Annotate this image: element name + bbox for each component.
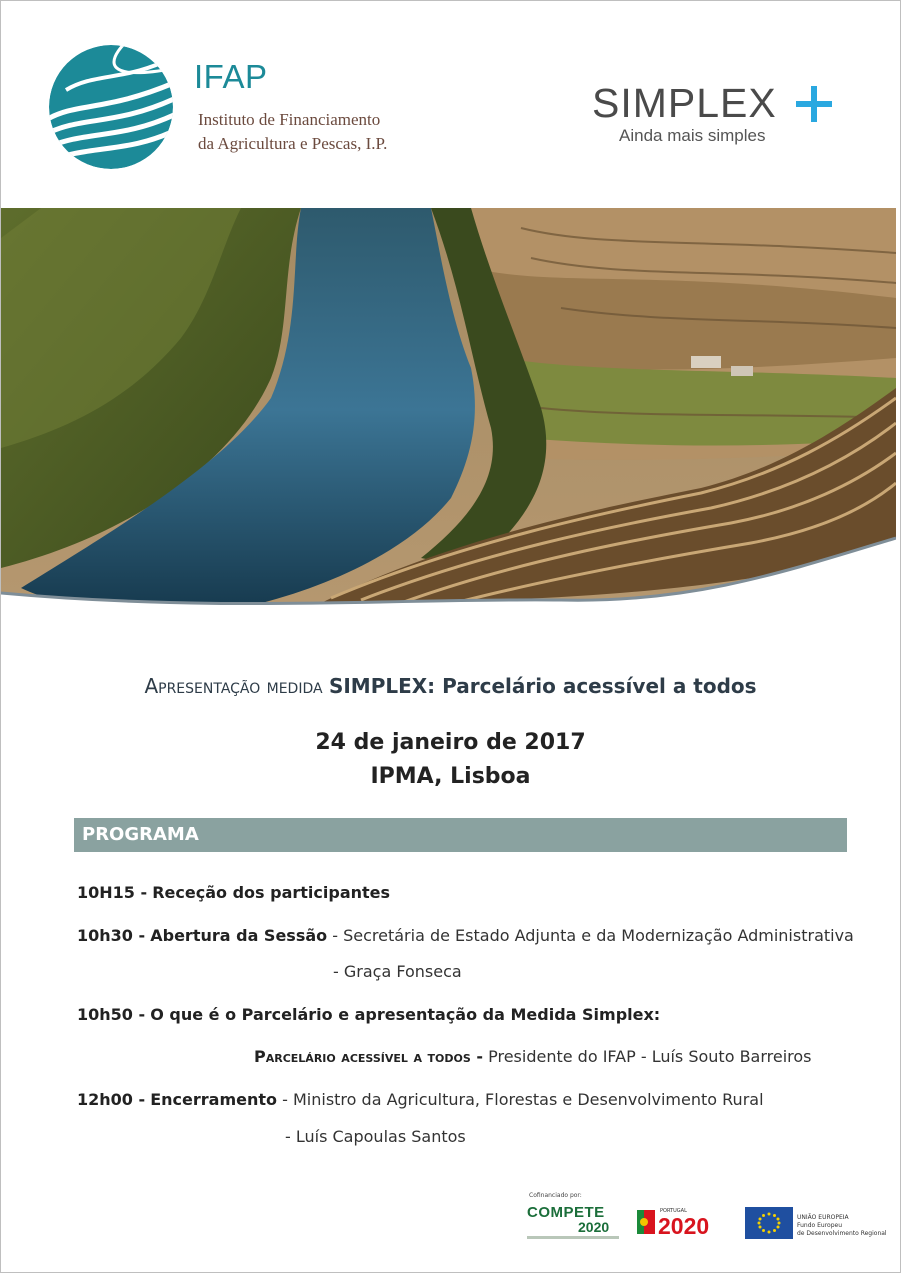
portugal-label: PORTUGAL	[660, 1208, 687, 1214]
program-item	[77, 926, 854, 945]
eu-line-1: UNIÃO EUROPEIA	[797, 1214, 849, 1221]
event-date: 24 de janeiro de 2017	[315, 730, 586, 755]
program-description: - Secretária de Estado Adjunta e da Modernização Administrativa	[332, 926, 854, 945]
ifap-logo-icon	[46, 42, 176, 172]
event-title-prefix: Apresentação medida	[144, 674, 323, 698]
program-description: - Ministro da Agricultura, Florestas e Desenvolvimento Rural	[282, 1090, 764, 1109]
program-title: Abertura da Sessão	[150, 926, 328, 945]
compete-fineprint-bar	[527, 1236, 619, 1239]
cofinanced-label: Cofinanciado por:	[529, 1192, 582, 1199]
hero-landscape-image	[1, 208, 896, 628]
compete-logo-text: COMPETE	[527, 1204, 605, 1221]
event-place: IPMA, Lisboa	[370, 764, 531, 789]
program-continuation: - Graça Fonseca	[333, 962, 462, 981]
program-item	[77, 883, 390, 902]
eu-fund-text	[797, 1214, 887, 1238]
simplex-tagline: Ainda mais simples	[619, 126, 766, 145]
portugal-year: 2020	[658, 1213, 710, 1239]
program-time: 10h50 -	[77, 1005, 146, 1024]
event-title-main: SIMPLEX: Parcelário acessível a todos	[328, 674, 757, 698]
program-item	[77, 1005, 660, 1024]
program-time: 10H15 -	[77, 883, 148, 902]
program-time: 12h00 -	[77, 1090, 146, 1109]
eu-line-3: de Desenvolvimento Regional	[797, 1230, 887, 1237]
portugal2020-flag-icon	[637, 1210, 655, 1234]
ifap-line-1: Instituto de Financiamento	[198, 110, 381, 129]
event-title	[0, 674, 901, 698]
ifap-fullname	[198, 108, 387, 156]
programa-heading: PROGRAMA	[82, 824, 199, 845]
eu-line-2: Fundo Europeu	[797, 1222, 843, 1229]
program-description: Presidente do IFAP - Luís Souto Barreiros	[488, 1047, 812, 1066]
ifap-line-2: da Agricultura e Pescas, I.P.	[198, 134, 388, 153]
ifap-name: IFAP	[194, 58, 268, 95]
eu-flag-icon	[745, 1207, 793, 1239]
program-title: O que é o Parcelário e apresentação da Medida Simplex:	[150, 1005, 661, 1024]
program-item	[77, 1090, 764, 1109]
program-title: Receção dos participantes	[152, 883, 391, 902]
program-continuation: - Luís Capoulas Santos	[285, 1127, 466, 1146]
program-title: Parcelário acessível a todos -	[254, 1047, 484, 1066]
simplex-logo-text: SIMPLEX	[592, 80, 777, 126]
programa-header-bar	[74, 818, 847, 852]
program-item	[254, 1047, 812, 1066]
simplex-plus-icon	[794, 84, 834, 124]
compete-year: 2020	[578, 1219, 610, 1235]
program-title: Encerramento	[150, 1090, 278, 1109]
program-time: 10h30 -	[77, 926, 146, 945]
